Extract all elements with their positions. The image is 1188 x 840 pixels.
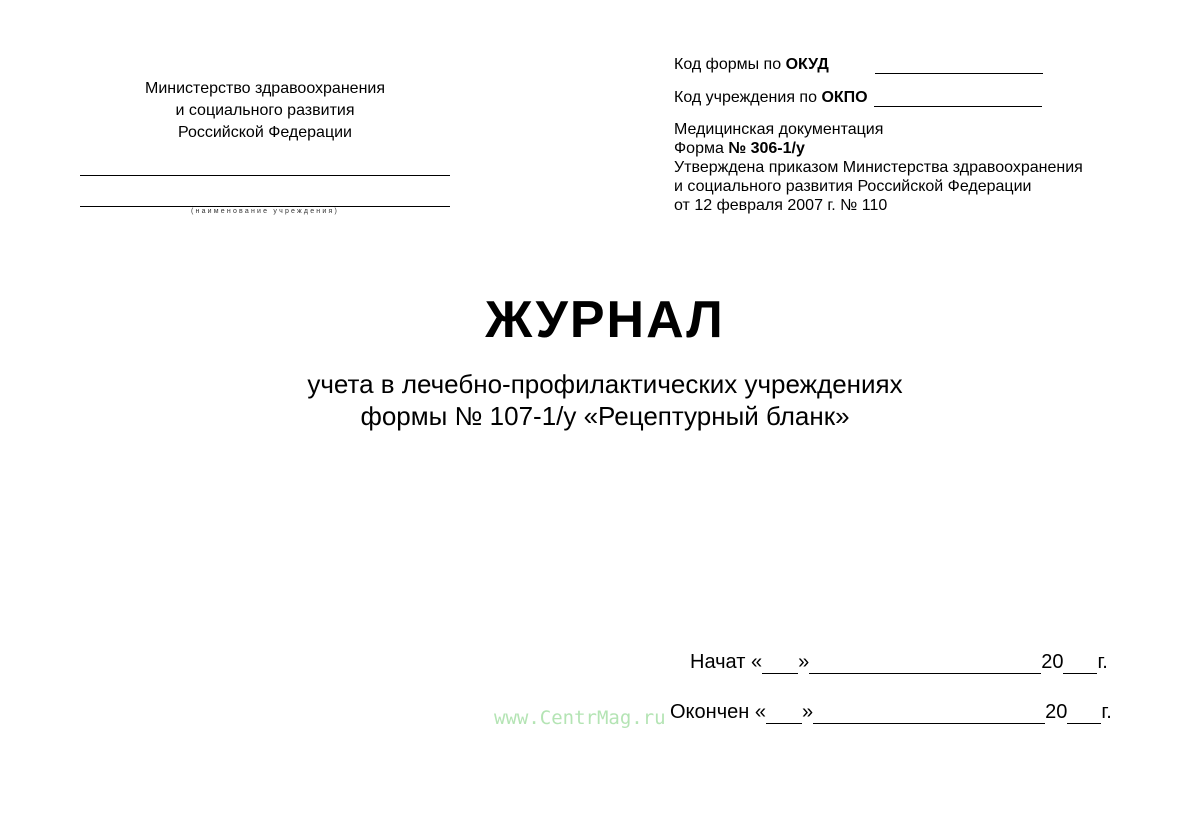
medical-documentation-block: [674, 120, 1083, 215]
started-year-field[interactable]: [1063, 655, 1097, 674]
started-date-row: [690, 651, 1108, 674]
institution-name-line-2[interactable]: [80, 206, 450, 207]
ministry-line-1: Министерство здравоохранения: [145, 80, 385, 97]
subtitle-line-1: учета в лечебно-профилактических учреждениях: [307, 369, 903, 399]
okud-code-field[interactable]: [875, 59, 1043, 74]
ended-month-field[interactable]: [813, 705, 1045, 724]
started-month-field[interactable]: [809, 655, 1041, 674]
ended-year-suffix: г.: [1101, 701, 1112, 723]
ended-year-field[interactable]: [1067, 705, 1101, 724]
okpo-code-field[interactable]: [874, 92, 1042, 107]
okud-label-prefix: Код формы по: [674, 56, 786, 73]
meddoc-line-1: Медицинская документация: [674, 121, 884, 138]
ended-label: Окончен «: [670, 701, 766, 723]
meddoc-line-3: Утверждена приказом Министерства здравоохранения: [674, 159, 1083, 176]
started-day-field[interactable]: [762, 655, 798, 674]
started-year-suffix: г.: [1097, 651, 1108, 673]
page-subtitle: [0, 368, 1188, 432]
started-label: Начат «: [690, 651, 763, 673]
meddoc-form-prefix: Форма: [674, 140, 729, 157]
ended-date-row: [670, 701, 1112, 724]
meddoc-form-line: [674, 139, 1083, 158]
ended-year-prefix: 20: [1045, 701, 1068, 723]
started-year-prefix: 20: [1041, 651, 1064, 673]
ministry-line-2: и социального развития: [175, 102, 355, 119]
institution-name-line-1[interactable]: [80, 175, 450, 176]
okud-code-row: [674, 56, 1043, 74]
page-title: ЖУРНАЛ: [485, 291, 725, 349]
okud-label-bold: ОКУД: [785, 56, 829, 73]
subtitle-line-2: формы № 107-1/у «Рецептурный бланк»: [360, 401, 850, 431]
watermark: www.CentrMag.ru: [494, 707, 666, 729]
okpo-code-row: [674, 89, 1042, 107]
ministry-line-3: Российской Федерации: [178, 124, 352, 141]
okpo-label-bold: ОКПО: [821, 89, 868, 106]
meddoc-line-4: и социального развития Российской Федерации: [674, 178, 1032, 195]
institution-caption: (наименование учреждения): [190, 208, 340, 215]
meddoc-form-number: № 306-1/у: [728, 140, 805, 157]
ended-day-field[interactable]: [766, 705, 802, 724]
started-quote-close: »: [798, 651, 810, 673]
ministry-block: [80, 78, 450, 144]
meddoc-line-5: от 12 февраля 2007 г. № 110: [674, 197, 888, 214]
ended-quote-close: »: [801, 701, 814, 723]
okpo-label-prefix: Код учреждения по: [674, 89, 822, 106]
